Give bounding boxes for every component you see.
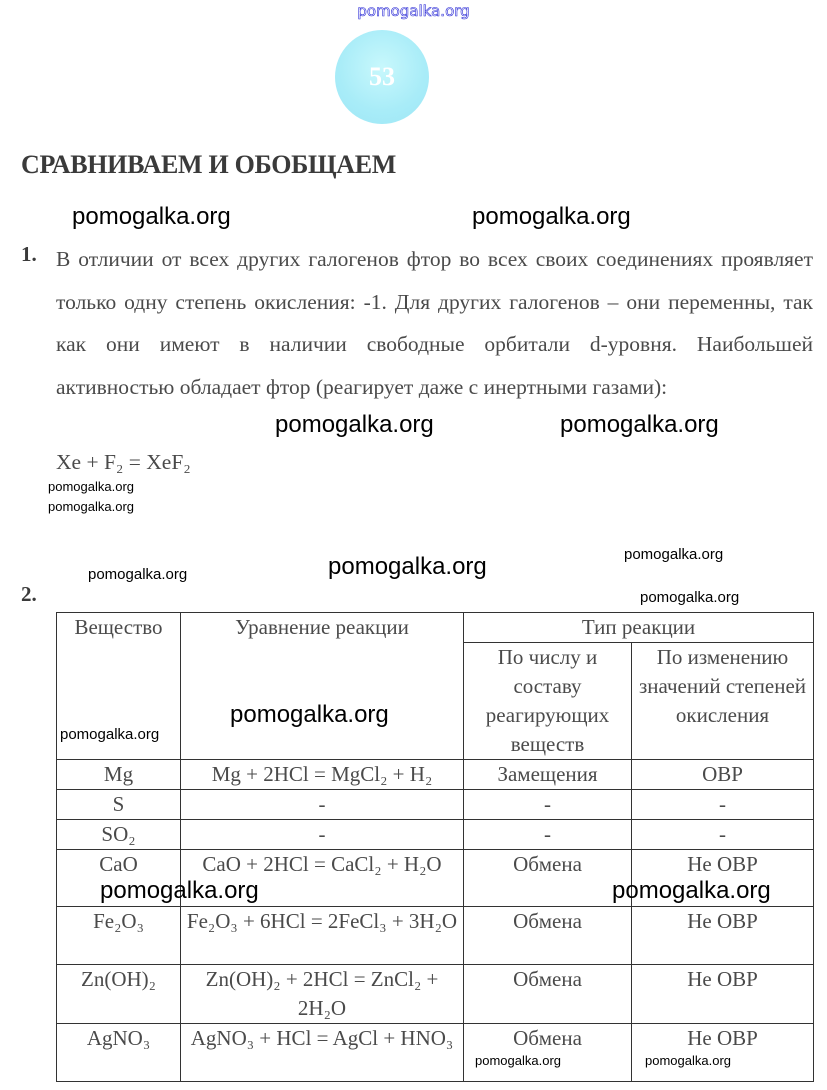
watermark: pomogalka.org [475,1053,561,1068]
cell-by-composition: Замещения [464,760,632,790]
cell-by-oxidation: - [632,790,814,820]
page-number: 53 [369,62,395,91]
cell-substance: Zn(OH)₂ [57,965,181,1024]
header-watermark: pomogalka.org [357,2,470,20]
page-title: СРАВНИВАЕМ И ОБОБЩАЕМ [21,150,397,179]
watermark: pomogalka.org [48,499,134,514]
table-row [57,820,814,850]
cell-substance: S [57,790,181,820]
cell-equation: AgNO₃ + HCl = AgCl + HNO₃ [181,1024,464,1082]
cell-equation: Zn(OH)₂ + 2HCl = ZnCl₂ + 2H₂O [181,965,464,1024]
cell-substance: Fe₂O₃ [57,907,181,965]
cell-by-oxidation: - [632,820,814,850]
cell-equation: Mg + 2HCl = MgCl₂ + H₂ [181,760,464,790]
cell-by-oxidation: ОВР [632,760,814,790]
header-by-composition: По числу и составу реагирующих веществ [464,643,632,760]
reaction-table [56,612,814,1082]
cell-equation: - [181,820,464,850]
watermark: pomogalka.org [60,726,160,743]
cell-by-oxidation: Не ОВР [632,965,814,1024]
watermark: pomogalka.org [328,553,487,580]
cell-by-oxidation: Не ОВР [632,850,814,907]
cell-by-composition: - [464,790,632,820]
header-type: Тип реакции [464,613,814,643]
cell-substance: CaO [57,850,181,907]
header-equation: Уравнение реакции [181,613,464,760]
cell-by-composition: Обмена [464,965,632,1024]
task-2-number: 2. [21,582,37,606]
cell-by-composition: Обмена [464,850,632,907]
cell-by-composition: Обмена [464,1024,632,1082]
watermark: pomogalka.org [88,566,188,583]
page-number-badge [335,30,429,124]
header-by-oxidation: По изменению значений степеней окисления [632,643,814,760]
task-1-text: В отличии от всех других галогенов фтор во всех своих соединениях проявляет только одну степень окисления: -1. Для других галогенов – они переменны, так как они имеют в наличии свободные орбитали d-уровня. Наибольшей активностью обладает фтор (реагирует даже с инертными газами): [56,247,813,399]
watermark: pomogalka.org [275,411,434,438]
watermark: pomogalka.org [640,589,740,606]
cell-equation: Fe₂O₃ + 6HCl = 2FeCl₃ + 3H₂O [181,907,464,965]
table-row [57,790,814,820]
task-1-equation: Xe + F₂ = XeF₂ [56,450,191,474]
cell-substance: SO₂ [57,820,181,850]
cell-by-oxidation: Не ОВР [632,1024,814,1082]
cell-substance: Mg [57,760,181,790]
cell-by-composition: Обмена [464,907,632,965]
task-1-number: 1. [21,242,37,266]
cell-equation: - [181,790,464,820]
cell-by-composition: - [464,820,632,850]
watermark: pomogalka.org [624,546,724,563]
watermark: pomogalka.org [48,479,134,494]
watermark: pomogalka.org [472,203,631,230]
watermark: pomogalka.org [645,1053,731,1068]
watermark: pomogalka.org [560,411,719,438]
watermark: pomogalka.org [100,877,259,904]
cell-equation: CaO + 2HCl = CaCl₂ + H₂O [181,850,464,907]
table-row [57,760,814,790]
table-row [57,965,814,1024]
watermark: pomogalka.org [72,203,231,230]
watermark: pomogalka.org [612,877,771,904]
header-substance: Вещество [57,613,181,760]
cell-by-oxidation: Не ОВР [632,907,814,965]
cell-substance: AgNO₃ [57,1024,181,1082]
table-row [57,907,814,965]
watermark: pomogalka.org [230,701,389,728]
